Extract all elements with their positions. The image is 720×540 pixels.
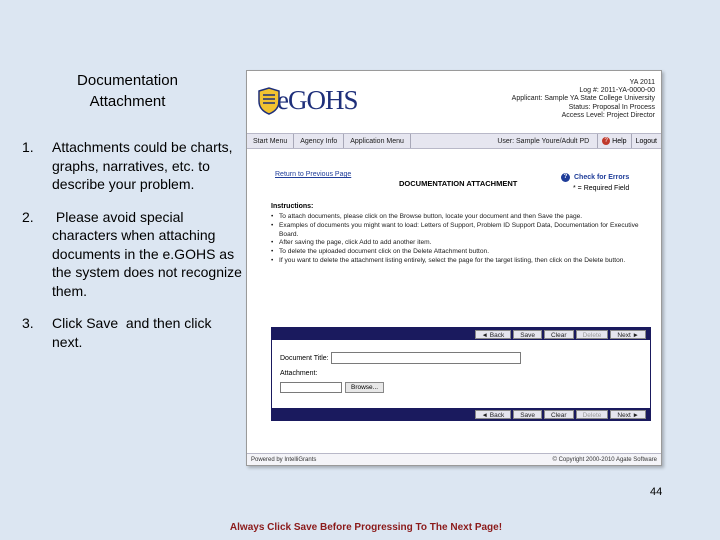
bullet-dot: • (271, 213, 274, 220)
page-title: DOCUMENTATION ATTACHMENT (399, 179, 518, 188)
list-item (271, 239, 651, 248)
powered-by: Powered by IntelliGrants (251, 456, 317, 463)
help-label: Help (612, 137, 627, 145)
bullet-text: Click Save and then click next. (52, 315, 216, 350)
save-button[interactable]: Save (513, 330, 542, 339)
return-previous-link[interactable]: Return to Previous Page (275, 171, 352, 178)
info-line: YA 2011 (629, 79, 655, 86)
application-info (512, 79, 655, 120)
logout-button[interactable]: Logout (631, 134, 661, 148)
save-reminder: Always Click Save Before Progressing To The Next Page! (229, 522, 503, 533)
slide-title (40, 70, 215, 112)
document-title-row (280, 352, 521, 364)
check-errors-label: Check for Errors (574, 174, 630, 181)
button-bar-top (272, 328, 650, 340)
attachment-label: Attachment: (280, 370, 318, 377)
document-title-input[interactable] (331, 352, 521, 364)
menu-application[interactable]: Application Menu (344, 134, 411, 148)
help-button[interactable] (597, 134, 630, 148)
slide-title-line2: Attachment (89, 93, 166, 110)
slide-title-line1: Documentation (77, 72, 178, 89)
page-number: 44 (650, 486, 663, 498)
menu-start[interactable]: Start Menu (247, 134, 294, 148)
info-line: Log #: 2011-YA-0000-00 (579, 87, 655, 95)
list-item (271, 222, 651, 240)
egohs-logo (257, 83, 367, 121)
info-line: Status: Proposal In Process (568, 103, 655, 111)
bullet-number: 1. (22, 139, 34, 155)
help-icon: ? (602, 137, 610, 145)
bullet-dot: • (271, 256, 274, 264)
attachment-file-input[interactable] (280, 382, 342, 393)
bullet-number: 2. (22, 208, 34, 225)
check-errors-link[interactable] (561, 173, 629, 182)
instruction-text: Examples of documents you might want to load: Letters of Support, Problem ID Support Data, Documentation for Executive Board. (279, 221, 639, 238)
attachment-label-row (280, 370, 317, 377)
menu-agency-info[interactable]: Agency Info (294, 134, 344, 148)
copyright: © Copyright 2000-2010 Agate Software (552, 456, 657, 463)
app-footer (247, 453, 661, 465)
bullet-item (22, 208, 244, 301)
instruction-text: To delete the uploaded document click on the Delete Attachment button. (279, 248, 490, 256)
next-button[interactable]: Next ► (610, 410, 646, 419)
clear-button[interactable]: Clear (544, 410, 574, 419)
bullet-text: Please avoid special characters when attaching documents in the e.GOHS as the system does not recognize them. (52, 208, 246, 299)
instruction-text: To attach documents, please click on the Browse button, locate your document and then Save the page. (279, 213, 583, 220)
clear-button[interactable]: Clear (544, 330, 574, 339)
bullet-text: Attachments could be charts, graphs, narratives, etc. to describe your problem. (52, 139, 233, 192)
required-note: * = Required Field (573, 185, 630, 192)
bullet-dot: • (271, 248, 274, 256)
logo-text: eGOHS (277, 85, 358, 115)
next-button[interactable]: Next ► (610, 330, 646, 339)
list-item (271, 213, 651, 222)
bullet-number: 3. (22, 315, 34, 331)
delete-button[interactable]: Delete (576, 410, 609, 419)
question-icon: ? (561, 173, 570, 182)
bullet-item (22, 314, 244, 351)
info-line: Access Level: Project Director (561, 111, 655, 119)
egohs-screenshot (246, 70, 662, 466)
back-button[interactable]: ◄ Back (475, 410, 512, 419)
bullet-list (22, 138, 244, 361)
list-item (271, 248, 651, 257)
document-title-label: Document Title: (280, 354, 329, 362)
browse-button[interactable]: Browse... (345, 382, 384, 393)
menu-right (489, 134, 661, 148)
delete-button[interactable]: Delete (576, 330, 609, 339)
instructions-heading: Instructions: (271, 203, 314, 210)
attachment-input-row (280, 382, 384, 393)
instruction-text: After saving the page, click Add to add another item. (279, 239, 432, 247)
bullet-dot: • (271, 239, 274, 247)
bullet-dot: • (271, 221, 274, 229)
button-bar-bottom (272, 408, 650, 420)
instruction-text: If you want to delete the attachment listing entirely, select the page for the target listing, then click on the Delete button. (279, 256, 626, 264)
attachment-form (271, 327, 651, 421)
bullet-item (22, 138, 244, 194)
app-header (247, 71, 661, 129)
instructions-list (271, 213, 651, 266)
list-item (271, 257, 651, 266)
menu-bar (247, 133, 661, 149)
save-button[interactable]: Save (513, 410, 542, 419)
info-line: Applicant: Sample YA State College University (511, 95, 655, 103)
back-button[interactable]: ◄ Back (475, 330, 512, 339)
current-user: User: Sample Youre/Adult PD (497, 137, 590, 145)
